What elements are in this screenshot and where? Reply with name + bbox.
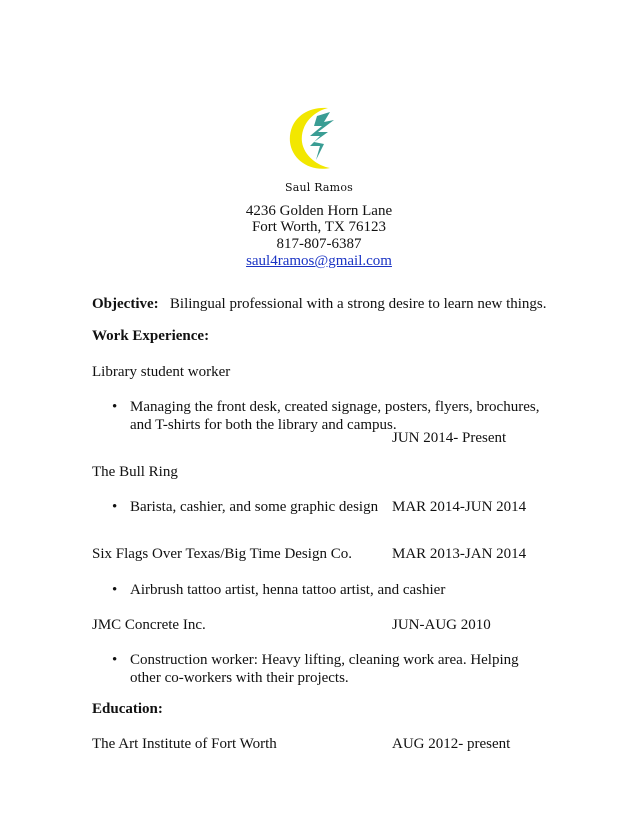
bullet-icon: • [112,499,118,515]
objective-label: Objective: [92,296,159,312]
work-experience-heading: Work Experience: [92,328,210,344]
job-dates-six-flags: MAR 2013-JAN 2014 [392,546,527,562]
job-dates-jmc-concrete: JUN-AUG 2010 [392,617,491,633]
job-title-six-flags: Six Flags Over Texas/Big Time Design Co. [92,546,352,562]
address-line-1: 4236 Golden Horn Lane [245,203,393,219]
school-name: The Art Institute of Fort Worth [92,736,277,752]
education-dates: AUG 2012- present [392,736,511,752]
bullet-icon: • [112,399,118,415]
sr-monogram-logo-icon [284,102,348,176]
job-description-library: Managing the front desk, created signage, posters, flyers, brochures, and T-shirts for both the library and campus. [130,399,540,433]
job-title-bull-ring: The Bull Ring [92,464,178,480]
address-line-2: Fort Worth, TX 76123 [251,219,387,235]
job-dates-bull-ring: MAR 2014-JUN 2014 [392,499,527,515]
job-dates-library: JUN 2014- Present [392,430,507,446]
job-description-six-flags: Airbrush tattoo artist, henna tattoo artist, and cashier [130,582,446,598]
email-link[interactable]: saul4ramos@gmail.com [246,253,392,269]
education-heading: Education: [92,701,163,717]
job-description-jmc-concrete: Construction worker: Heavy lifting, cleaning work area. Helping other co-workers with their projects. [130,652,519,686]
job-description-bull-ring: Barista, cashier, and some graphic design [130,499,379,515]
job-title-jmc-concrete: JMC Concrete Inc. [92,617,206,633]
job-title-library: Library student worker [92,364,231,380]
phone-number: 817-807-6387 [276,236,362,252]
objective-line [92,296,547,313]
bullet-icon: • [112,582,118,598]
candidate-name: Saul Ramos [285,181,353,194]
objective-text: Bilingual professional with a strong desire to learn new things. [169,296,547,312]
bullet-icon: • [112,652,118,668]
